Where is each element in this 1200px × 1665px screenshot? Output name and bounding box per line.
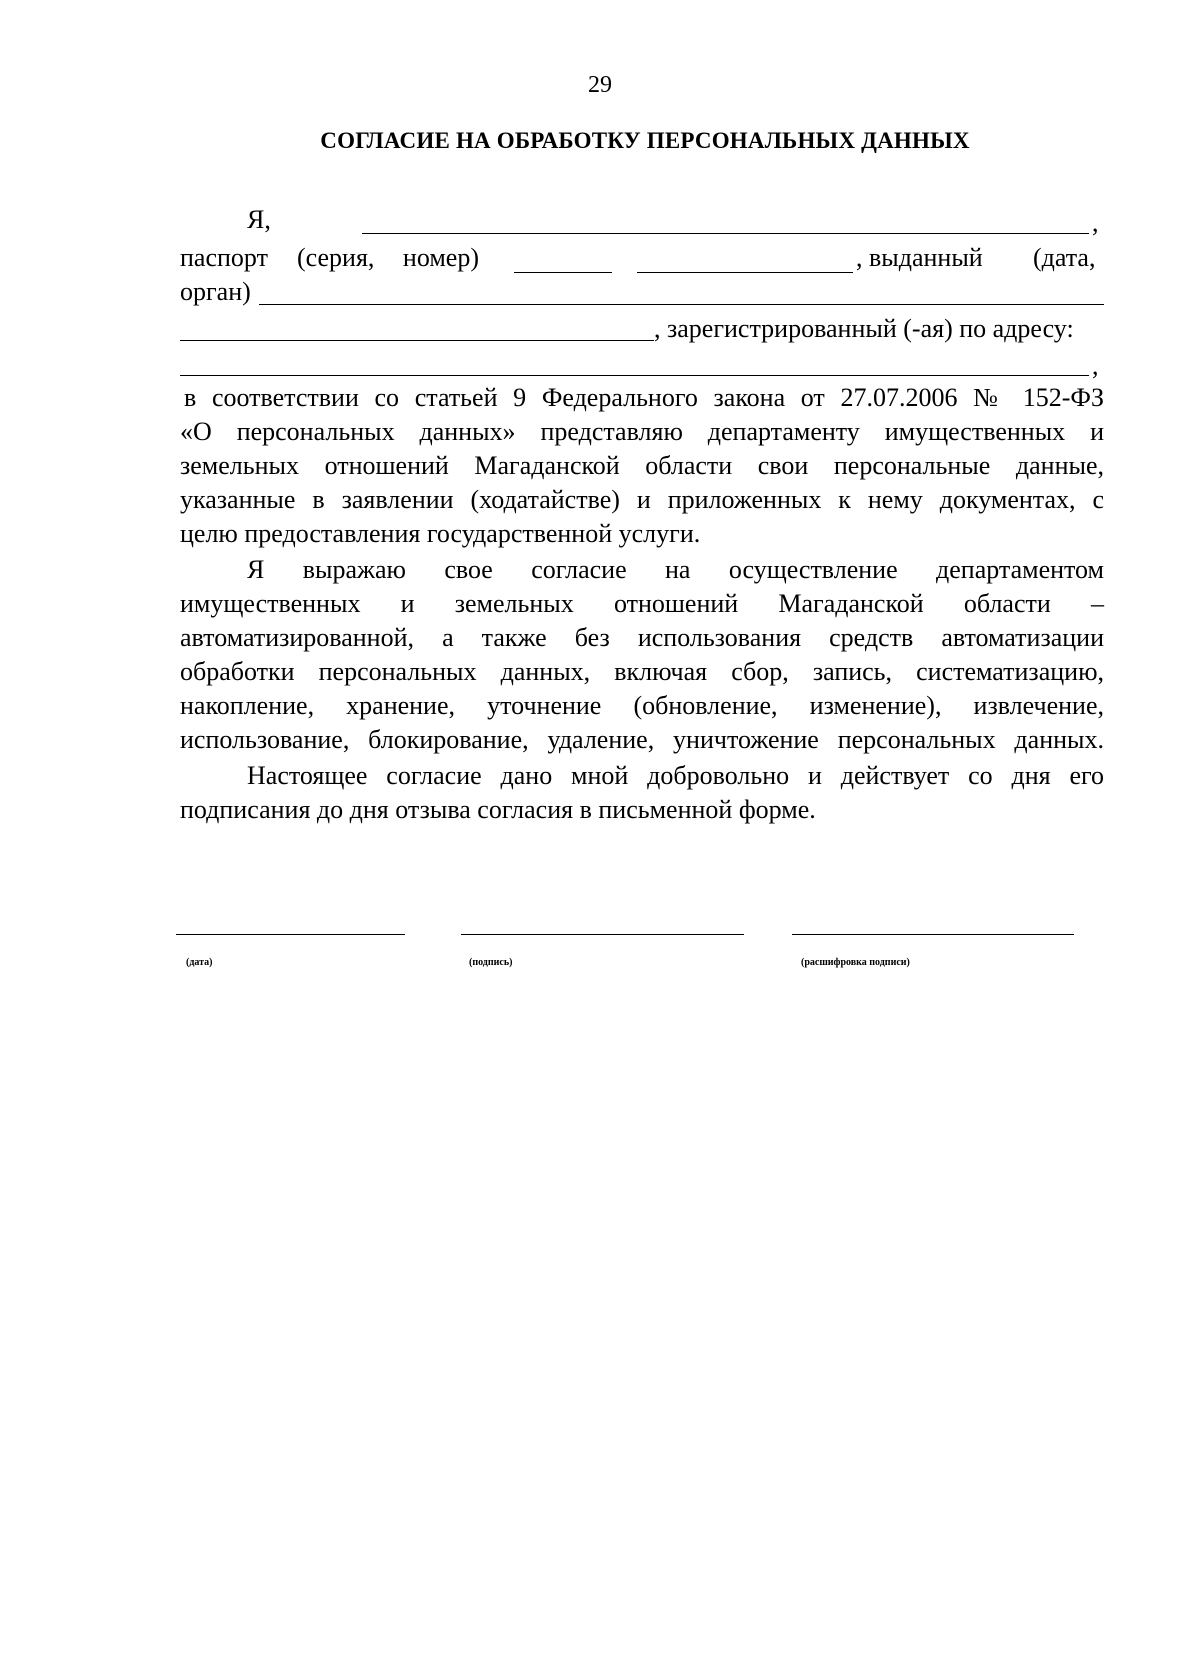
paragraph-1-line-4: указанные в заявлении (ходатайстве) и приложенных к нему документах, с xyxy=(180,485,1104,514)
page-number: 29 xyxy=(588,72,612,98)
paragraph-2-line-6: использование, блокирование, удаление, уничтожение персональных данных. xyxy=(180,725,1104,754)
paragraph-2-line-3: автоматизированной, а также без использования средств автоматизации xyxy=(180,623,1104,652)
signature-decode-caption: (расшифровка подписи) xyxy=(801,957,910,968)
address-field[interactable] xyxy=(180,375,1089,376)
date-caption: (дата) xyxy=(186,957,213,968)
issued-label: , выданный xyxy=(856,243,983,272)
registered-label: , зарегистрированный (-ая) по адресу: xyxy=(654,314,1074,343)
organ-label: орган) xyxy=(180,277,251,306)
paragraph-2-line-1: Я выражаю свое согласие на осуществление департаментом xyxy=(247,555,1104,584)
passport-label: паспорт xyxy=(180,243,268,272)
paragraph-3-line-2: подписания до дня отзыва согласия в письменной форме. xyxy=(180,795,816,824)
comma-2: , xyxy=(1092,351,1099,380)
paragraph-1-line-5: целю предоставления государственной услуги. xyxy=(180,519,701,548)
issuing-authority-field-2[interactable] xyxy=(180,340,654,341)
comma-1: , xyxy=(1092,208,1099,237)
paragraph-3-line-1: Настоящее согласие дано мной добровольно и действует со дня его xyxy=(247,761,1104,790)
signature-decode-field[interactable] xyxy=(792,934,1074,935)
paragraph-1-line-2: «О персональных данных» представляю департаменту имущественных и xyxy=(180,417,1104,446)
full-name-field[interactable] xyxy=(362,233,1089,234)
series-number-label: (серия, номер) xyxy=(297,243,479,272)
paragraph-2-line-5: накопление, хранение, уточнение (обновление, изменение), извлечение, xyxy=(180,691,1104,720)
paragraph-1-line-1: в соответствии со статьей 9 Федерального закона от 27.07.2006 № 152-ФЗ xyxy=(184,383,1104,412)
signature-field[interactable] xyxy=(461,934,744,935)
paragraph-2-line-2: имущественных и земельных отношений Магаданской области – xyxy=(180,589,1104,618)
date-organ-label: (дата, xyxy=(1033,243,1096,272)
date-signature-field[interactable] xyxy=(176,934,405,935)
passport-series-field[interactable] xyxy=(514,272,612,273)
signature-caption: (подпись) xyxy=(469,957,513,968)
paragraph-1-line-3: земельных отношений Магаданской области свои персональные данные, xyxy=(180,451,1104,480)
paragraph-2-line-4: обработки персональных данных, включая сбор, запись, систематизацию, xyxy=(180,657,1104,686)
ya-label: Я, xyxy=(247,205,271,234)
issuing-authority-field[interactable] xyxy=(259,304,1104,305)
passport-number-field[interactable] xyxy=(637,272,853,273)
document-title: СОГЛАСИЕ НА ОБРАБОТКУ ПЕРСОНАЛЬНЫХ ДАННЫХ xyxy=(320,128,970,153)
